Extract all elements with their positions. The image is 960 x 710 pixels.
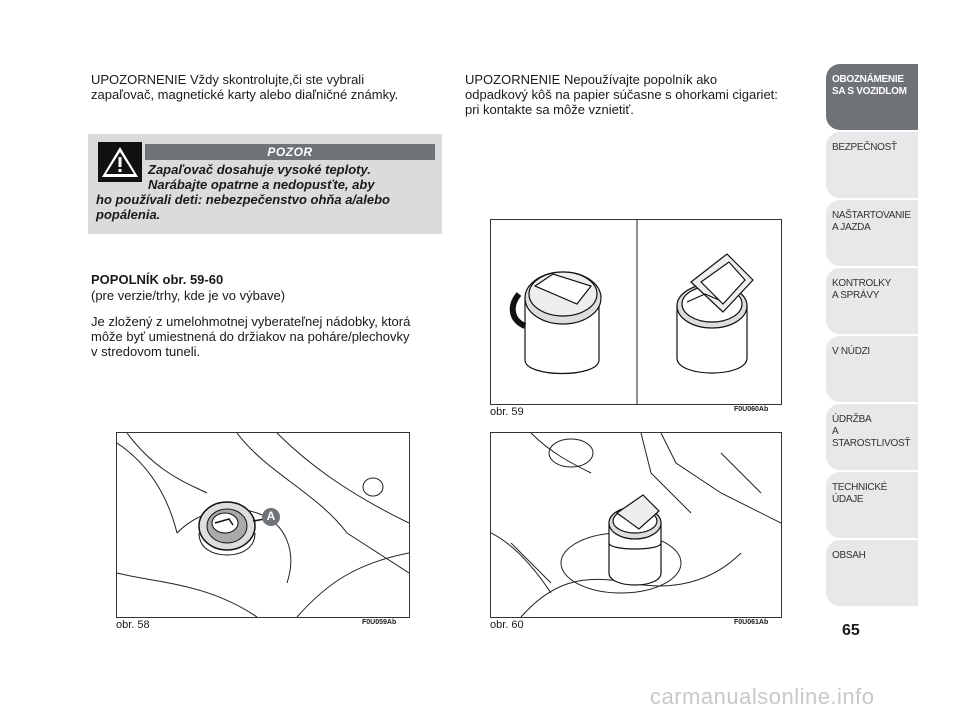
- sidebar-tab-nastartovanie[interactable]: NAŠTARTOVANIE A JAZDA: [826, 200, 918, 266]
- figure-59-caption: obr. 59: [490, 406, 524, 418]
- figure-58-code: F0U059Ab: [362, 619, 397, 626]
- watermark: carmanualsonline.info: [650, 684, 875, 709]
- body-line-2: môže byť umiestnená do držiakov na poháre/plechovky: [91, 329, 410, 344]
- sidebar-tab-kontrolky[interactable]: KONTROLKY A SPRÁVY: [826, 268, 918, 334]
- warning-line-3: ho používali deti: nebezpečenstvo ohňa a/alebo: [96, 192, 390, 207]
- warning-text: [96, 162, 434, 222]
- figure-60-image: [490, 432, 782, 618]
- warning-title: POZOR: [145, 144, 435, 160]
- warning-line-1: Zapaľovač dosahuje vysoké teploty.: [148, 162, 371, 177]
- body-line-3: v stredovom tuneli.: [91, 344, 201, 359]
- page-number: 65: [842, 622, 860, 639]
- ashtray-illustration: [491, 220, 781, 404]
- notice-1-line-2: zapaľovač, magnetické karty alebo diaľničné známky.: [91, 87, 399, 102]
- section-title: POPOLNÍK obr. 59-60: [91, 272, 224, 287]
- sidebar-tab-v-nudzi[interactable]: V NÚDZI: [826, 336, 918, 402]
- figure-58-image: [116, 432, 410, 618]
- callout-a-label: A: [266, 509, 276, 523]
- figure-60-caption: obr. 60: [490, 619, 524, 631]
- notice-2-line-1: UPOZORNENIE Nepoužívajte popolník ako: [465, 72, 718, 87]
- notice-2-line-2: odpadkový kôš na papier súčasne s ohorkami cigariet:: [465, 87, 778, 102]
- sidebar-tab-udrzba[interactable]: ÚDRŽBA A STAROSTLIVOSŤ: [826, 404, 918, 470]
- ashtray-in-console-illustration: [491, 433, 781, 617]
- warning-line-2: Narábajte opatrne a nedopusťte, aby: [148, 177, 375, 192]
- sidebar-tab-technicke[interactable]: TECHNICKÉ ÚDAJE: [826, 472, 918, 538]
- section-subtitle: (pre verzie/trhy, kde je vo výbave): [91, 288, 286, 303]
- body-line-1: Je zložený z umelohmotnej vyberateľnej nádobky, ktorá: [91, 314, 411, 329]
- notice-2-line-3: pri kontakte sa môže vznietiť.: [465, 102, 634, 117]
- warning-line-4: popálenia.: [96, 207, 161, 222]
- figure-59-image: [490, 219, 782, 405]
- notice-1-line-1: UPOZORNENIE Vždy skontrolujte,či ste vybrali: [91, 72, 365, 87]
- figure-60-code: F0U061Ab: [734, 619, 769, 626]
- sidebar-tab-oboznamenie[interactable]: OBOZNÁMENIE SA S VOZIDLOM: [826, 64, 918, 130]
- sidebar-tab-bezpecnost[interactable]: BEZPEČNOSŤ: [826, 132, 918, 198]
- figure-58-caption: obr. 58: [116, 619, 150, 631]
- warning-box: [88, 134, 442, 234]
- figure-59-code: F0U060Ab: [734, 406, 769, 413]
- sidebar-tab-obsah[interactable]: OBSAH: [826, 540, 918, 606]
